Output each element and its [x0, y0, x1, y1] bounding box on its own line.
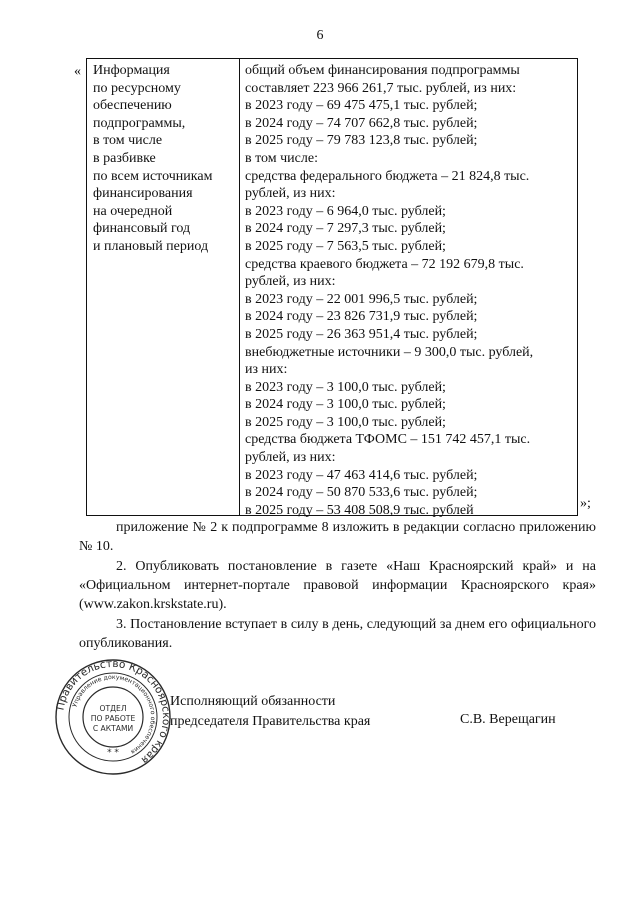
- opening-quote-mark: «: [74, 64, 81, 79]
- value-line: в 2024 году – 7 297,3 тыс. рублей;: [245, 221, 446, 237]
- value-line: в 2025 году – 7 563,5 тыс. рублей;: [245, 238, 446, 254]
- signer-name: С.В. Верещагин: [460, 712, 556, 727]
- label-line: обеспечению: [93, 98, 172, 114]
- label-line: финансовый год: [93, 221, 191, 237]
- funding-info-table: [86, 58, 578, 516]
- value-line: общий объем финансирования подпрограммы: [245, 63, 520, 78]
- seal-stars: * *: [107, 748, 119, 758]
- value-line: в 2023 году – 6 964,0 тыс. рублей;: [245, 203, 446, 219]
- table-row-value-cell: [240, 59, 577, 518]
- official-seal-stamp: [54, 658, 172, 776]
- value-line: средства бюджета ТФОМС – 151 742 457,1 тыс.: [245, 432, 531, 448]
- label-line: по всем источникам: [93, 168, 213, 184]
- label-line: по ресурсному: [93, 80, 181, 96]
- value-line: средства федерального бюджета – 21 824,8 тыс.: [245, 168, 530, 184]
- value-line: в 2024 году – 23 826 731,9 тыс. рублей;: [245, 309, 478, 325]
- label-line: Информация: [93, 63, 170, 78]
- value-line: в 2025 году – 53 408 508,9 тыс. рублей: [245, 502, 474, 518]
- signature-block: [170, 692, 370, 732]
- label-line: в разбивке: [93, 150, 156, 166]
- paragraph-publish: 2. Опубликовать постановление в газете «Наш Красноярский край» и на «Официальном интернет-портале правовой информации Красноярского края» (www.zakon.krskstate.ru).: [79, 559, 596, 612]
- body-paragraphs: [79, 518, 596, 654]
- label-line: подпрограммы,: [93, 115, 186, 131]
- signer-position-line: председателя Правительства края: [170, 714, 371, 729]
- seal-center-line: ПО РАБОТЕ: [90, 714, 136, 723]
- value-line: в 2023 году – 69 475 475,1 тыс. рублей;: [245, 98, 478, 114]
- table-row-label-cell: [87, 59, 240, 515]
- seal-center-line: С АКТАМИ: [92, 724, 134, 733]
- value-line: из них:: [245, 362, 288, 378]
- value-line: средства краевого бюджета – 72 192 679,8 тыс.: [245, 256, 524, 272]
- paragraph-effective: 3. Постановление вступает в силу в день, следующий за днем его официального опубликования.: [79, 617, 596, 651]
- paragraph-appendix: приложение № 2 к подпрограмме 8 изложить в редакции согласно приложению № 10.: [79, 520, 596, 554]
- seal-center-line: ОТДЕЛ: [99, 704, 127, 713]
- label-line: финансирования: [93, 186, 193, 202]
- value-line: в 2024 году – 74 707 662,8 тыс. рублей;: [245, 115, 478, 131]
- value-line: в 2023 году – 3 100,0 тыс. рублей;: [245, 379, 446, 395]
- page-number: 6: [316, 28, 324, 43]
- value-line: в 2025 году – 3 100,0 тыс. рублей;: [245, 414, 446, 430]
- value-line: внебюджетные источники – 9 300,0 тыс. рублей,: [245, 344, 534, 360]
- value-line: рублей, из них:: [245, 186, 336, 202]
- signer-position-line: Исполняющий обязанности: [170, 694, 336, 709]
- value-line: в 2025 году – 79 783 123,8 тыс. рублей;: [245, 133, 478, 149]
- value-line: в 2023 году – 22 001 996,5 тыс. рублей;: [245, 291, 478, 307]
- value-line: рублей, из них:: [245, 450, 336, 466]
- label-line: и плановый период: [93, 238, 209, 254]
- value-line: в 2025 году – 26 363 951,4 тыс. рублей;: [245, 326, 478, 342]
- label-line: на очередной: [93, 203, 173, 219]
- value-line: составляет 223 966 261,7 тыс. рублей, из них:: [245, 80, 517, 96]
- value-line: рублей, из них:: [245, 274, 336, 290]
- value-line: в 2024 году – 50 870 533,6 тыс. рублей;: [245, 485, 478, 501]
- seal-inner-text: Управление документационного обеспечения: [71, 673, 157, 756]
- value-line: в 2023 году – 47 463 414,6 тыс. рублей;: [245, 467, 478, 483]
- value-line: в 2024 году – 3 100,0 тыс. рублей;: [245, 397, 446, 413]
- label-line: в том числе: [93, 133, 163, 149]
- value-line: в том числе:: [245, 150, 318, 166]
- seal-outer-text: Правительство Красноярского края: [54, 658, 172, 766]
- closing-quote-mark: »;: [580, 496, 591, 511]
